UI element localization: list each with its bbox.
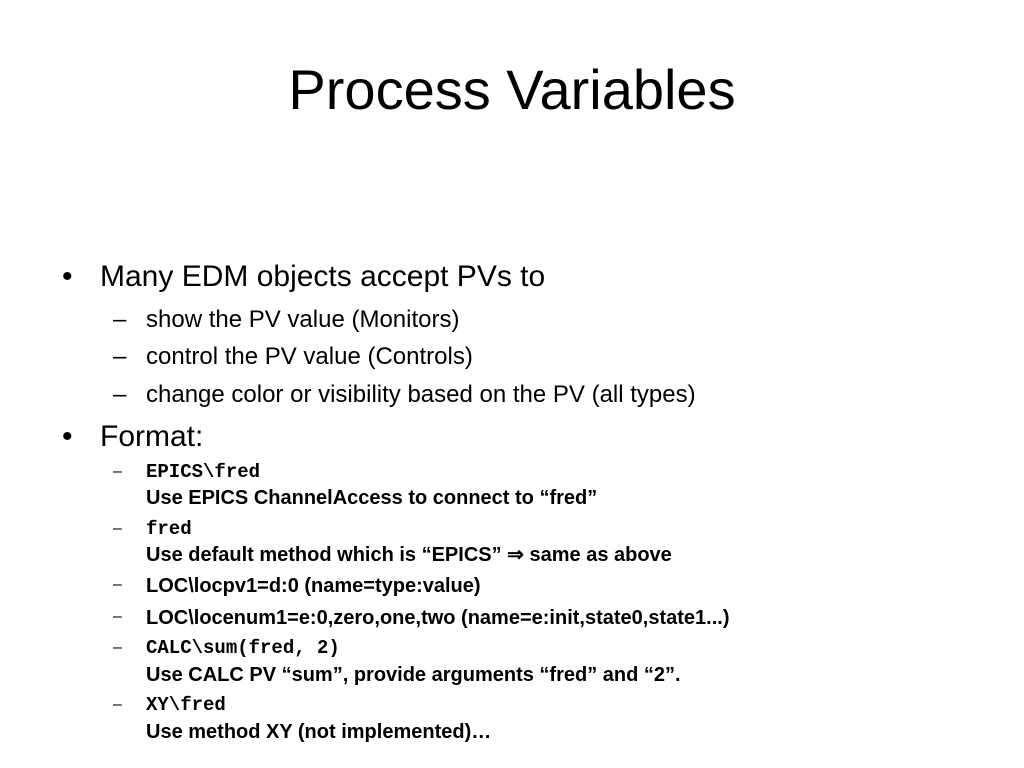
- dash-marker: –: [113, 576, 122, 593]
- bullet-marker: •: [62, 420, 73, 453]
- format-text: LOC\locenum1=e:0,zero,one,two (name=e:init,state0,state1...): [146, 607, 730, 629]
- format-description: Use CALC PV “sum”, provide arguments “fred” and “2”.: [146, 664, 681, 686]
- format-code: EPICS\fred: [146, 461, 261, 483]
- dash-marker: –: [113, 608, 122, 625]
- format-code: CALC\sum(fred, 2): [146, 637, 340, 659]
- bullet-text: Many EDM objects accept PVs to: [100, 260, 546, 293]
- dash-marker: –: [113, 306, 127, 333]
- sub-bullet-text: control the PV value (Controls): [146, 343, 473, 370]
- format-code: fred: [146, 518, 192, 540]
- dash-marker: –: [113, 343, 127, 370]
- format-description: Use EPICS ChannelAccess to connect to “fred”: [146, 487, 598, 509]
- format-text: LOC\locpv1=d:0 (name=type:value): [146, 575, 481, 597]
- dash-marker: –: [113, 381, 127, 408]
- dash-marker: –: [113, 639, 122, 656]
- bullet-text: Format:: [100, 420, 204, 453]
- dash-marker: –: [113, 463, 122, 480]
- sub-bullet-text: change color or visibility based on the PV (all types): [146, 381, 696, 408]
- bullet-marker: •: [62, 260, 73, 293]
- sub-bullet-text: show the PV value (Monitors): [146, 306, 460, 333]
- format-description: Use default method which is “EPICS” ⇒ same as above: [146, 544, 672, 566]
- dash-marker: –: [113, 520, 122, 537]
- page-title: Process Variables: [288, 58, 736, 121]
- format-code: XY\fred: [146, 694, 226, 716]
- dash-marker: –: [113, 696, 122, 713]
- format-description: Use method XY (not implemented)…: [146, 721, 492, 743]
